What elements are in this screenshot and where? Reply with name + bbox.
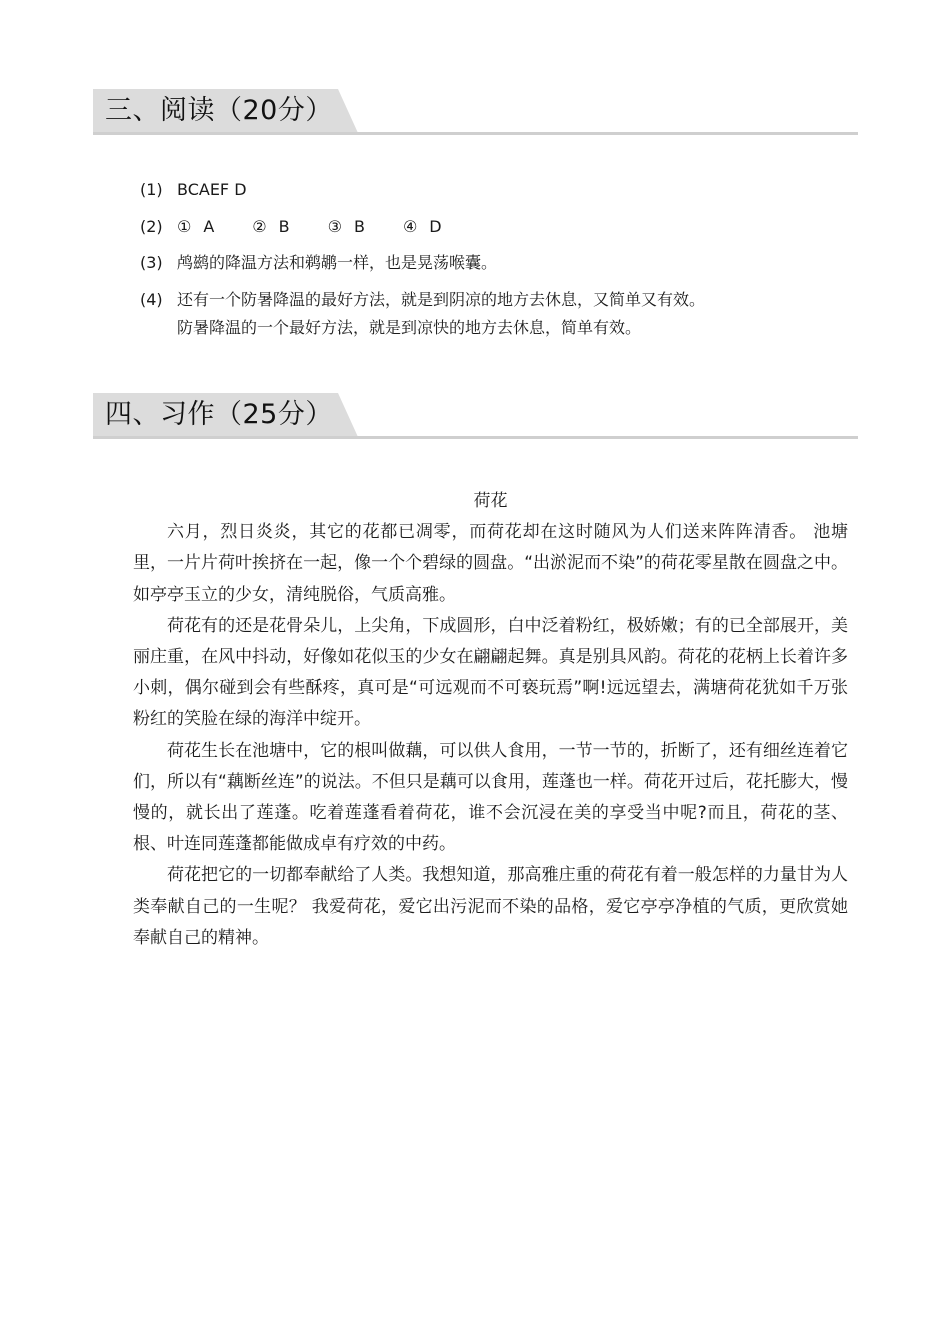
answer-option: [252, 215, 289, 239]
answer-text-alt: 防暑降温的一个最好方法，就是到凉快的地方去休息，简单有效。: [177, 318, 642, 337]
answer-item-4-alt: [140, 316, 860, 340]
section-header-writing: [93, 393, 858, 439]
option-mark: ②: [252, 216, 267, 236]
answer-number: (2): [140, 216, 163, 236]
essay-paragraph: 荷花把它的一切都奉献给了人类。我想知道，那高雅庄重的荷花有着一般怎样的力量甘为人类奉献自己的一生呢？ 我爱荷花，爱它出污泥而不染的品格，爱它亭亭净植的气质，更欣赏她奉献自己的精神。: [133, 865, 848, 948]
option-mark: ③: [327, 216, 342, 236]
answer-text: 还有一个防暑降温的最好方法，就是到阴凉的地方去休息，又简单又有效。: [177, 289, 706, 309]
answer-item-1: [140, 178, 860, 202]
essay-title: 荷花: [473, 491, 508, 511]
answer-item-3: [140, 251, 860, 275]
answer-number: (4): [140, 289, 163, 309]
section-divider: [93, 436, 858, 439]
option-value: B: [353, 216, 365, 236]
answer-number: (3): [140, 253, 163, 272]
essay: [133, 486, 848, 954]
section-title: 三、阅读（20分）: [105, 95, 333, 126]
answer-option: [177, 215, 214, 239]
answer-number: (1): [140, 180, 163, 199]
answer-item-4: [140, 288, 860, 312]
section-header-reading: [93, 89, 858, 135]
answer-list: [140, 178, 860, 353]
answer-text: 鸬鹚的降温方法和鹈鹕一样，也是晃荡喉囊。: [177, 253, 498, 272]
option-value: A: [203, 216, 215, 236]
section-title: 四、习作（25分）: [105, 399, 333, 430]
section-divider: [93, 132, 858, 135]
option-value: D: [429, 216, 442, 236]
option-value: B: [278, 216, 290, 236]
essay-paragraph: 荷花有的还是花骨朵儿，上尖角，下成圆形，白中泛着粉红，极娇嫩；有的已全部展开，美丽庄重，在风中抖动，好像如花似玉的少女在翩翩起舞。真是别具风韵。荷花的花柄上长着许多小刺，偶尔碰到会有些酥疼，真可是“可远观而不可亵玩焉”啊!远远望去，满塘荷花犹如千万张粉红的笑脸在绿的海洋中绽开。: [133, 615, 848, 730]
answer-text: BCAEF D: [177, 180, 247, 199]
answer-item-2: [140, 215, 860, 239]
essay-paragraph: 六月，烈日炎炎，其它的花都已凋零，而荷花却在这时随风为人们送来阵阵清香。 池塘里，一片片荷叶挨挤在一起，像一个个碧绿的圆盘。“出淤泥而不染”的荷花零星散在圆盘之中。如亭亭玉立的少女，清纯脱俗，气质高雅。: [133, 522, 848, 605]
essay-paragraph: 荷花生长在池塘中，它的根叫做藕，可以供人食用，一节一节的，折断了，还有细丝连着它们，所以有“藕断丝连”的说法。不但只是藕可以食用，莲蓬也一样。荷花开过后，花托膨大，慢慢的，就长出了莲蓬。吃着莲蓬看着荷花，谁不会沉浸在美的享受当中呢?而且，荷花的茎、根、叶连同莲蓬都能做成卓有疗效的中药。: [133, 740, 848, 855]
option-mark: ①: [177, 216, 192, 236]
answer-option: [328, 215, 365, 239]
option-mark: ④: [402, 216, 418, 236]
answer-option: [403, 215, 442, 239]
